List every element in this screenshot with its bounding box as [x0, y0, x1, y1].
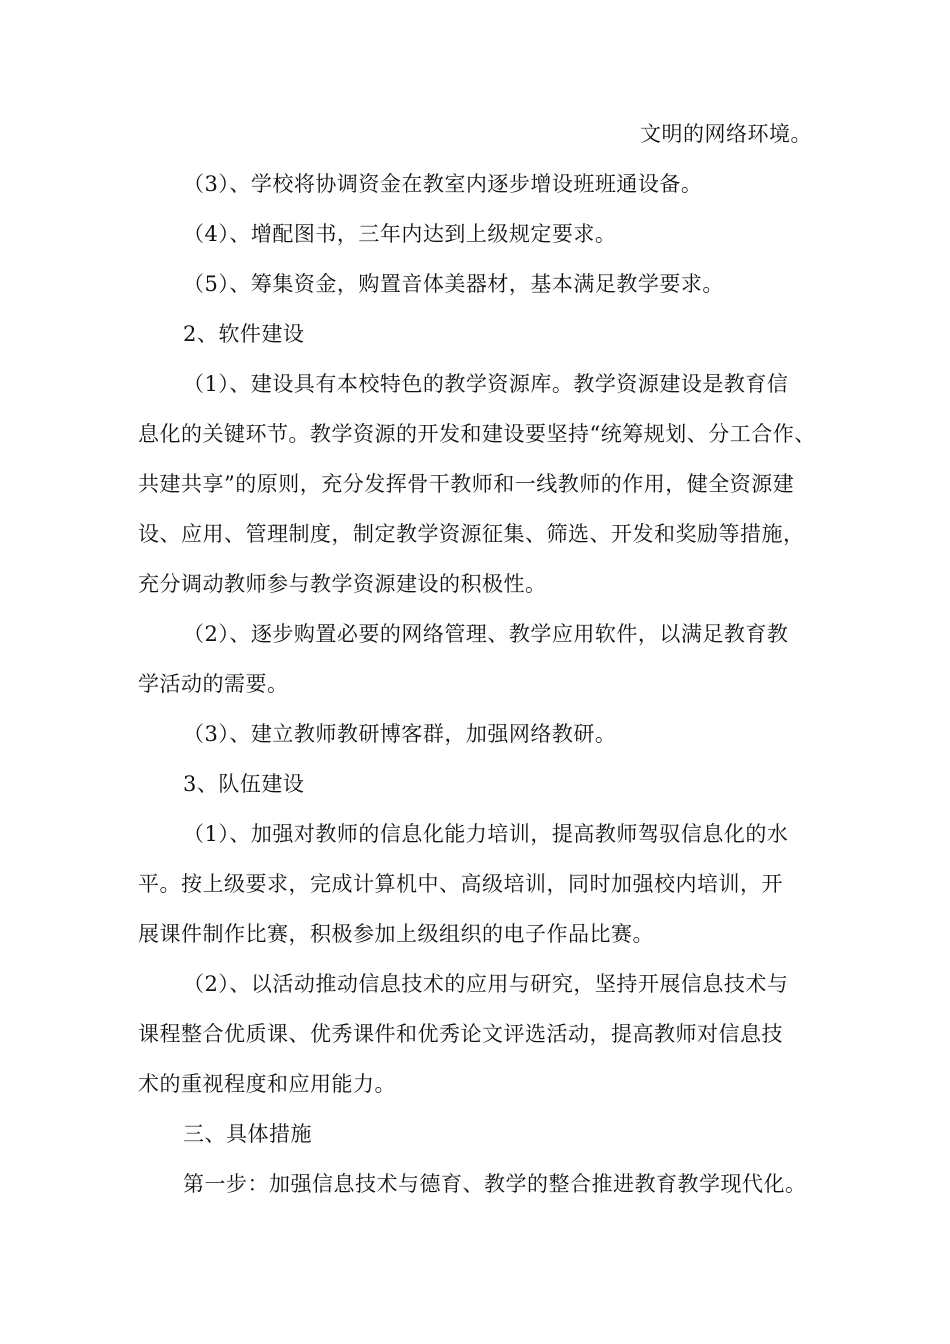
text-line: （3）、学校将协调资金在教室内逐步增设班班通设备。: [183, 172, 703, 196]
text-line: 共建共享”的原则，充分发挥骨干教师和一线教师的作用，健全资源建: [138, 472, 795, 496]
text-line: （2）、以活动推动信息技术的应用与研究，坚持开展信息技术与: [183, 972, 789, 996]
text-line: （4）、增配图书，三年内达到上级规定要求。: [183, 222, 617, 246]
text-line: 课程整合优质课、优秀课件和优秀论文评选活动，提高教师对信息技: [138, 1022, 783, 1046]
text-line: 设、应用、管理制度，制定教学资源征集、筛选、开发和奖励等措施，: [138, 522, 805, 546]
text-line: 学活动的需要。: [138, 672, 289, 696]
section-heading: 三、具体措施: [183, 1122, 312, 1146]
text-line: （2）、逐步购置必要的网络管理、教学应用软件，以满足教育教: [183, 622, 789, 646]
text-line: （3）、建立教师教研博客群，加强网络教研。: [183, 722, 617, 746]
text-line: （5）、筹集资金，购置音体美器材，基本满足教学要求。: [183, 272, 724, 296]
section-heading: 2、软件建设: [183, 322, 305, 346]
text-line: 平。按上级要求，完成计算机中、高级培训，同时加强校内培训，开: [138, 872, 783, 896]
section-heading: 3、队伍建设: [183, 772, 305, 796]
text-line: 术的重视程度和应用能力。: [138, 1072, 396, 1096]
text-line: 文明的网络环境。: [640, 122, 812, 146]
text-line: 充分调动教师参与教学资源建设的积极性。: [138, 572, 547, 596]
text-line: 第一步：加强信息技术与德育、教学的整合推进教育教学现代化。: [183, 1172, 807, 1196]
text-line: （1）、加强对教师的信息化能力培训，提高教师驾驭信息化的水: [183, 822, 789, 846]
text-line: 展课件制作比赛，积极参加上级组织的电子作品比赛。: [138, 922, 654, 946]
text-line: （1）、建设具有本校特色的教学资源库。教学资源建设是教育信: [183, 372, 789, 396]
text-line: 息化的关键环节。教学资源的开发和建设要坚持“统筹规划、分工合作、: [138, 422, 816, 446]
